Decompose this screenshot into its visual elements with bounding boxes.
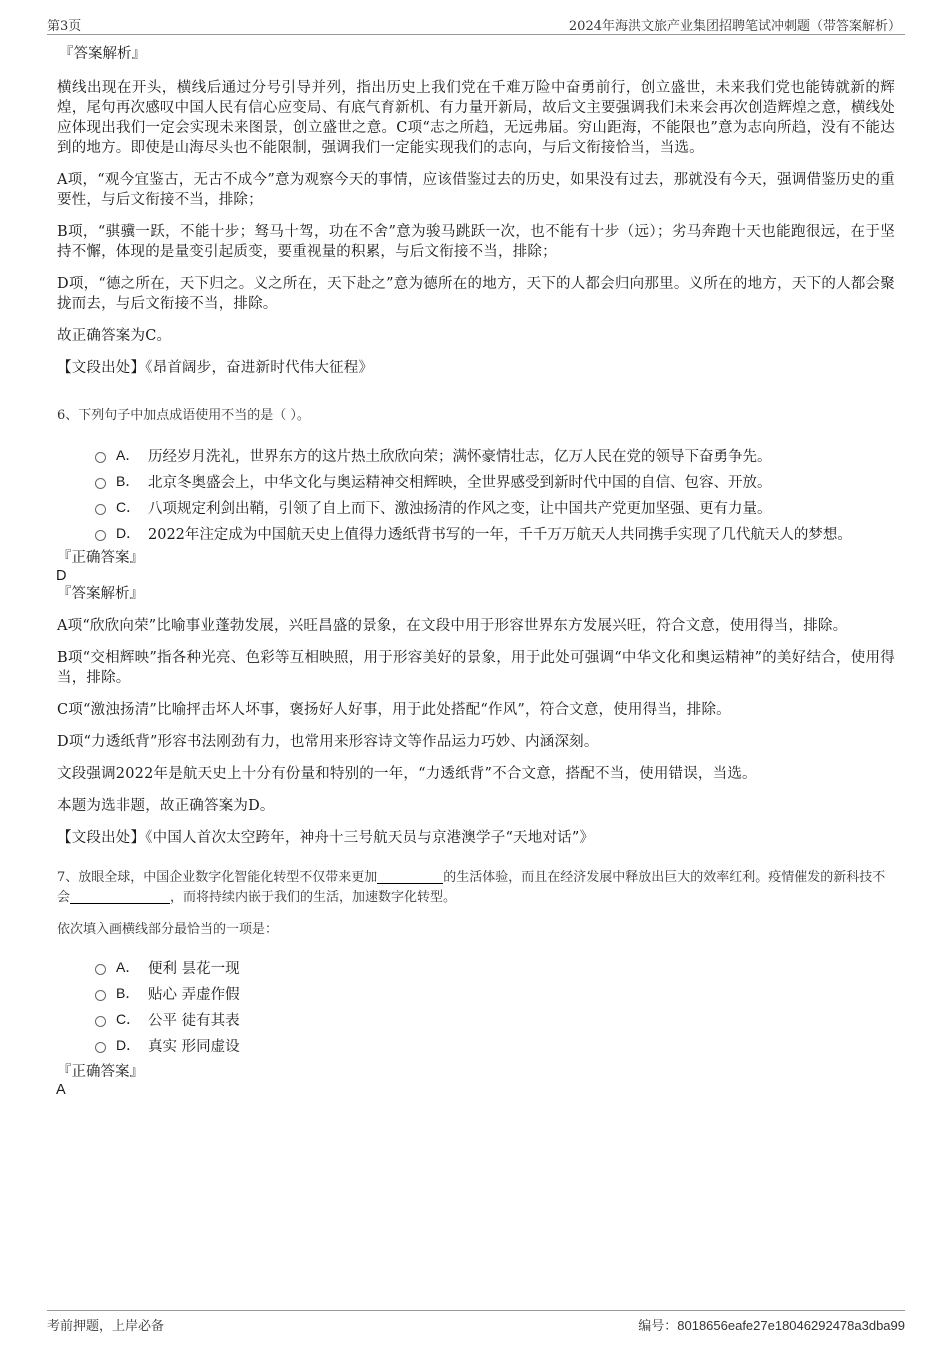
q6-analysis-paragraph: D项“力透纸背”形容书法刚劲有力，也常用来形容诗文等作品运力巧妙、内涵深刻。: [57, 734, 599, 750]
q7-option-c[interactable]: C． 公平 徒有其表: [95, 1006, 895, 1032]
radio-icon[interactable]: [95, 504, 106, 515]
q6-analysis-label: 『答案解析』: [57, 586, 144, 602]
q6-analysis-paragraph: B项“交相辉映”指各种光亮、色彩等互相映照，用于形容美好的景象，用于此处可强调“中华文化和奥运精神”的美好结合，使用得当，排除。: [57, 650, 895, 686]
q7-answer-label: 『正确答案』: [57, 1064, 144, 1080]
radio-icon[interactable]: [95, 1042, 106, 1053]
q7-options: [95, 954, 895, 1058]
q6-question: 6、下列句子中加点成语使用不当的是（ ）。: [57, 408, 310, 423]
q7-blank-2: [70, 889, 170, 904]
q5-source: 【文段出处】《昂首阔步，奋进新时代伟大征程》: [57, 360, 374, 376]
q7-blank-1: [377, 869, 443, 884]
radio-icon[interactable]: [95, 530, 106, 541]
q7-option-d[interactable]: D． 真实 形同虚设: [95, 1032, 895, 1058]
q5-analysis-paragraph: 横线出现在开头，横线后通过分号引导并列，指出历史上我们党在千难万险中奋勇前行，创立盛世，未来我们党也能铸就新的辉煌，尾句再次感叹中国人民有信心应变局、有底气育新机、有力量开新局，故后文主要强调我们未来会再次创造辉煌之意，横线处应体现出我们一定会实现未来图景，创立盛世之意。C项“志之所趋，无远弗届。穷山距海，不能限也”意为志向所趋，没有不能达到的地方。即使是山海尽头也不能限制，强调我们一定能实现我们的志向，与后文衔接恰当，当选。: [57, 80, 895, 156]
footer-slogan: 考前押题，上岸必备: [47, 1319, 165, 1334]
q6-option-b[interactable]: B． 北京冬奥盛会上，中华文化与奥运精神交相辉映，全世界感受到新时代中国的自信、包容、开放。: [95, 468, 895, 494]
q6-option-c[interactable]: C． 八项规定利剑出鞘，引领了自上而下、激浊扬清的作风之变，让中国共产党更加坚强、更有力量。: [95, 494, 895, 520]
q5-analysis-paragraph: D项，“德之所在，天下归之。义之所在，天下赴之”意为德所在的地方，天下的人都会归向那里。义所在的地方，天下的人都会聚拢而去，与后文衔接不当，排除。: [57, 276, 895, 312]
radio-icon[interactable]: [95, 964, 106, 975]
q5-analysis-paragraph: A项，“观今宜鉴古，无古不成今”意为观察今天的事情，应该借鉴过去的历史，如果没有过去，那就没有今天，强调借鉴历史的重要性，与后文衔接不当，排除；: [57, 172, 895, 208]
page-content: [57, 44, 895, 1100]
q6-option-a[interactable]: A． 历经岁月洗礼，世界东方的这片热土欣欣向荣；满怀豪情壮志，亿万人民在党的领导下奋勇争先。: [95, 442, 895, 468]
radio-icon[interactable]: [95, 478, 106, 489]
document-title: 2024年海洪文旅产业集团招聘笔试冲刺题（带答案解析）: [568, 19, 901, 34]
q5-answer-statement: 故正确答案为C。: [57, 328, 172, 344]
page-header: [47, 14, 905, 35]
q7-answer: A: [56, 1082, 66, 1098]
q6-options: [95, 442, 895, 546]
page-footer: [47, 1310, 905, 1333]
document-code: 编号：8018656eafe27e18046292478a3dba99: [638, 1318, 905, 1333]
q6-option-d[interactable]: D． 2022年注定成为中国航天史上值得力透纸背书写的一年，千千万万航天人共同携手实现了几代航天人的梦想。: [95, 520, 895, 546]
radio-icon[interactable]: [95, 452, 106, 463]
page-number: 第3页: [47, 19, 82, 34]
q6-analysis-paragraph: C项“激浊扬清”比喻抨击坏人坏事，褒扬好人好事，用于此处搭配“作风”，符合文意，使用得当，排除。: [57, 702, 731, 718]
q6-answer: D: [56, 568, 67, 584]
radio-icon[interactable]: [95, 1016, 106, 1027]
q7-option-b[interactable]: B． 贴心 弄虚作假: [95, 980, 895, 1006]
q6-answer-statement: 本题为选非题，故正确答案为D。: [57, 798, 275, 814]
q7-option-a[interactable]: A． 便利 昙花一现: [95, 954, 895, 980]
q5-analysis-label: 『答案解析』: [59, 46, 146, 62]
q6-answer-label: 『正确答案』: [57, 550, 144, 566]
q5-analysis-paragraph: B项，“骐骥一跃，不能十步；驽马十驾，功在不舍”意为骏马跳跃一次，也不能有十步（远）；劣马奔跑十天也能跑很远，在于坚持不懈，体现的是量变引起质变，要重视量的积累，与后文衔接不当，排除；: [57, 224, 895, 260]
q6-analysis-paragraph: A项“欣欣向荣”比喻事业蓬勃发展，兴旺昌盛的景象，在文段中用于形容世界东方发展兴旺，符合文意，使用得当，排除。: [57, 618, 848, 634]
q6-analysis-paragraph: 文段强调2022年是航天史上十分有份量和特别的一年，“力透纸背”不合文意，搭配不当，使用错误，当选。: [57, 766, 757, 782]
radio-icon[interactable]: [95, 990, 106, 1001]
q7-prompt: 依次填入画横线部分最恰当的一项是：: [57, 922, 279, 937]
q7-question: 7、放眼全球，中国企业数字化智能化转型不仅带来更加 的生活体验，而且在经济发展中释放出巨大的效率红利。疫情催发的新科技不会 ，而将持续内嵌于我们的生活，加速数字化转型。: [57, 870, 886, 905]
q6-source: 【文段出处】《中国人首次太空跨年，神舟十三号航天员与京港澳学子“天地对话”》: [57, 830, 595, 846]
